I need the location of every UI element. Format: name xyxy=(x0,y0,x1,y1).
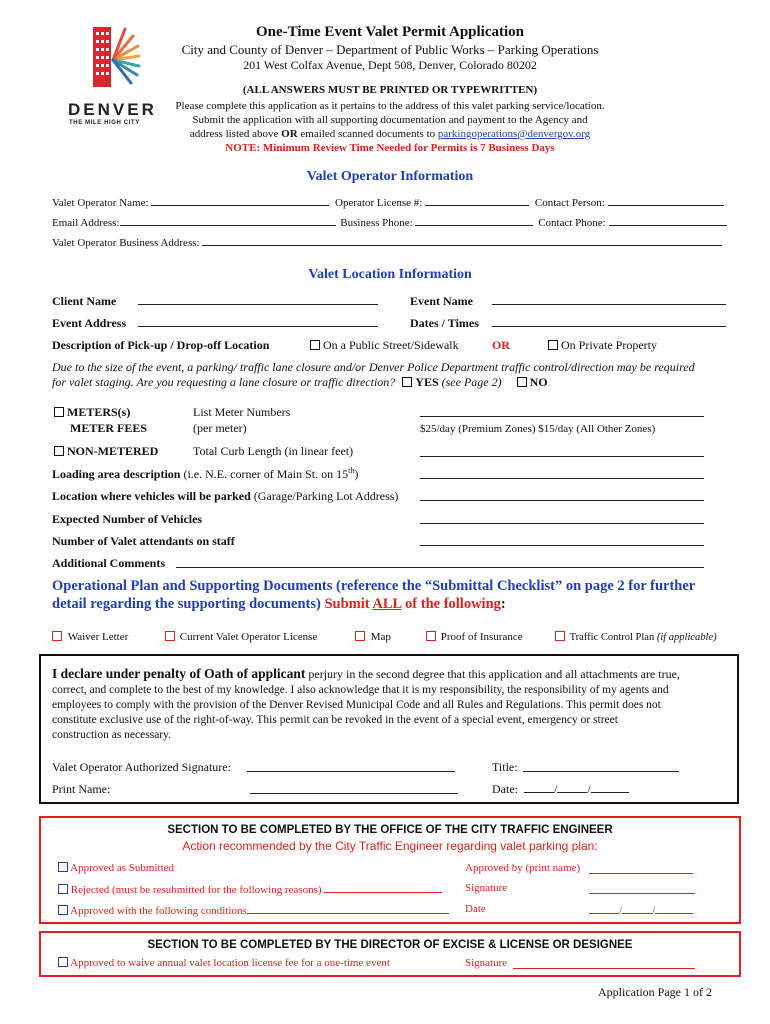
per-meter-label: (per meter) xyxy=(193,421,247,435)
declaration-line-5: construction as necessary. xyxy=(52,729,172,741)
engineer-date-field[interactable]: / / xyxy=(589,903,693,917)
attendants-label: Number of Valet attendants on staff xyxy=(52,534,235,548)
print-name-field[interactable] xyxy=(250,783,458,794)
event-name-field[interactable] xyxy=(492,294,726,305)
lane-question-1: Due to the size of the event, a parking/ traffic lane closure and/or Denver Police Department traffic control/direction may be required xyxy=(52,360,695,374)
denver-logo xyxy=(62,24,162,134)
loading-area-label: Loading area description (i.e. N.E. corner of Main St. on 15th) xyxy=(52,466,359,481)
signature-label: Valet Operator Authorized Signature: xyxy=(52,760,231,774)
lane-question-2: for valet staging. Are you requesting a lane closure or traffic direction? YES (see Page 2) NO xyxy=(52,375,548,389)
fees-text: $25/day (Premium Zones) $15/day (All Other Zones) xyxy=(420,423,656,435)
public-street-checkbox[interactable] xyxy=(310,340,320,350)
approved-by-field[interactable] xyxy=(589,863,693,874)
denver-logo-mark xyxy=(83,24,141,90)
meter-numbers-field[interactable] xyxy=(420,406,704,417)
non-metered-checkbox[interactable] xyxy=(54,446,64,456)
contact-person-field[interactable] xyxy=(608,195,724,206)
declaration-line-2: correct, and complete to the best of my knowledge. I also acknowledge that it is my responsibility, the responsibility of my agents and xyxy=(52,684,669,696)
event-name-label: Event Name xyxy=(410,294,473,308)
business-address-field[interactable] xyxy=(202,235,722,246)
engineer-signature-field[interactable] xyxy=(589,883,695,894)
waive-fee-option[interactable]: Approved to waive annual valet location license fee for a one-time event xyxy=(58,957,390,969)
client-name-field[interactable] xyxy=(138,294,378,305)
operator-row-2: Email Address: Business Phone: Contact Phone: xyxy=(52,215,742,229)
review-note: NOTE: Minimum Review Time Needed for Permits is 7 Business Days xyxy=(225,142,555,154)
title-field[interactable] xyxy=(523,761,679,772)
logo-wordmark: DENVER xyxy=(68,100,157,119)
rejected-checkbox[interactable] xyxy=(58,884,68,894)
waive-fee-checkbox[interactable] xyxy=(58,957,68,967)
plan-heading-2: detail regarding the supporting documents) Submit ALL of the following: xyxy=(52,596,506,612)
email-field[interactable] xyxy=(120,215,336,226)
non-metered-option[interactable]: NON-METERED xyxy=(54,444,158,459)
header-address: 201 West Colfax Avenue, Dept 508, Denver, Colorado 80202 xyxy=(243,58,537,72)
map-checkbox[interactable] xyxy=(355,631,365,641)
approved-submitted-option[interactable]: Approved as Submitted xyxy=(58,862,174,874)
signature-field[interactable] xyxy=(247,761,455,772)
pickup-label: Description of Pick-up / Drop-off Location xyxy=(52,338,270,352)
conditions-option[interactable]: Approved with the following conditions xyxy=(58,903,449,917)
page-number: Application Page 1 of 2 xyxy=(598,985,712,999)
expected-vehicles-label: Expected Number of Vehicles xyxy=(52,512,203,526)
declaration-line-3: employees to comply with the provision of the Denver Revised Municipal Code and all Rules and Regulations. This permit does not xyxy=(52,699,661,711)
location-heading: Valet Location Information xyxy=(308,267,472,282)
client-name-label: Client Name xyxy=(52,294,117,308)
event-address-field[interactable] xyxy=(138,316,378,327)
curb-length-field[interactable] xyxy=(420,446,704,457)
dates-times-field[interactable] xyxy=(492,316,726,327)
declaration-line-1: I declare under penalty of Oath of applicant perjury in the second degree that this application and all attachments are true, xyxy=(52,666,680,681)
meters-checkbox[interactable] xyxy=(54,407,64,417)
private-property-checkbox[interactable] xyxy=(548,340,558,350)
checklist-map[interactable]: Map xyxy=(355,631,391,643)
excise-signature-label: Signature xyxy=(465,957,508,969)
engineer-signature-label: Signature xyxy=(465,882,508,894)
operator-row-3: Valet Operator Business Address: xyxy=(52,235,742,249)
license-checkbox[interactable] xyxy=(165,631,175,641)
approved-by-label: Approved by (print name) xyxy=(465,862,581,874)
parking-location-field[interactable] xyxy=(420,490,704,501)
business-phone-field[interactable] xyxy=(415,215,533,226)
event-address-label: Event Address xyxy=(52,316,127,330)
date-field[interactable]: / / xyxy=(524,782,629,797)
operator-license-field[interactable] xyxy=(425,195,529,206)
excise-heading: SECTION TO BE COMPLETED BY THE DIRECTOR OF EXCISE & LICENSE OR DESIGNEE xyxy=(147,939,633,951)
expected-vehicles-field[interactable] xyxy=(420,513,704,524)
title-label: Title: xyxy=(492,760,518,774)
loading-area-field[interactable] xyxy=(420,468,704,479)
checklist-insurance[interactable]: Proof of Insurance xyxy=(426,631,523,643)
insurance-checkbox[interactable] xyxy=(426,631,436,641)
lane-yes-checkbox[interactable] xyxy=(402,377,412,387)
contact-phone-field[interactable] xyxy=(609,215,727,226)
instructions-1: Please complete this application as it pertains to the address of this valet parking service/location. xyxy=(175,100,605,112)
checklist-waiver[interactable]: Waiver Letter xyxy=(52,631,128,643)
comments-field[interactable] xyxy=(176,557,704,568)
checklist-license[interactable]: Current Valet Operator License xyxy=(165,631,317,643)
dates-times-label: Dates / Times xyxy=(410,316,479,330)
caps-note: (ALL ANSWERS MUST BE PRINTED OR TYPEWRITTEN) xyxy=(242,84,538,96)
print-name-label: Print Name: xyxy=(52,782,111,796)
engineer-heading: SECTION TO BE COMPLETED BY THE OFFICE OF THE CITY TRAFFIC ENGINEER xyxy=(167,824,613,836)
excise-signature-field[interactable] xyxy=(513,958,695,969)
meters-option[interactable]: METERS(s) xyxy=(54,405,130,420)
excise-box xyxy=(39,931,741,977)
email-link[interactable]: parkingoperations@denvergov.org xyxy=(437,128,591,140)
instructions-3: address listed above OR emailed scanned documents to parkingoperations@denvergov.org xyxy=(189,128,591,140)
public-street-option[interactable]: On a Public Street/Sidewalk xyxy=(310,338,459,353)
page-title: One-Time Event Valet Permit Application xyxy=(255,24,525,40)
engineer-date-label: Date xyxy=(465,903,486,915)
traffic-plan-checkbox[interactable] xyxy=(555,631,565,641)
date-label: Date: xyxy=(492,782,518,796)
lane-no-checkbox[interactable] xyxy=(517,377,527,387)
or-label: OR xyxy=(492,338,510,352)
checklist-traffic-plan[interactable]: Traffic Control Plan (if applicable) xyxy=(555,631,717,643)
parking-location-label: Location where vehicles will be parked (Garage/Parking Lot Address) xyxy=(52,489,399,503)
approved-submitted-checkbox[interactable] xyxy=(58,862,68,872)
operator-name-field[interactable] xyxy=(151,195,329,206)
rejected-option[interactable]: Rejected (must be resubmitted for the following reasons) xyxy=(58,882,442,896)
attendants-field[interactable] xyxy=(420,535,704,546)
waiver-checkbox[interactable] xyxy=(52,631,62,641)
comments-label: Additional Comments xyxy=(52,556,166,570)
private-property-option[interactable]: On Private Property xyxy=(548,338,657,353)
operator-heading: Valet Operator Information xyxy=(306,169,474,184)
meter-fees-label: METER FEES xyxy=(70,421,148,435)
conditions-checkbox[interactable] xyxy=(58,905,68,915)
plan-heading: Operational Plan and Supporting Documents (reference the “Submittal Checklist” on page 2 for further xyxy=(52,578,696,594)
operator-row-1: Valet Operator Name: Operator License #: Contact Person: xyxy=(52,195,742,209)
engineer-subheading: Action recommended by the City Traffic Engineer regarding valet parking plan: xyxy=(182,839,598,853)
header-dept: City and County of Denver – Department of Public Works – Parking Operations xyxy=(181,42,599,57)
list-meters-label: List Meter Numbers xyxy=(193,405,291,419)
instructions-2: Submit the application with all supporting documentation and payment to the Agency and xyxy=(192,114,588,126)
logo-tagline: THE MILE HIGH CITY xyxy=(69,120,140,126)
curb-length-label: Total Curb Length (in linear feet) xyxy=(193,444,354,458)
declaration-line-4: constitute exclusive use of the right-of-way. This permit can be revoked in the event of a special event, emergency or street xyxy=(52,714,618,726)
